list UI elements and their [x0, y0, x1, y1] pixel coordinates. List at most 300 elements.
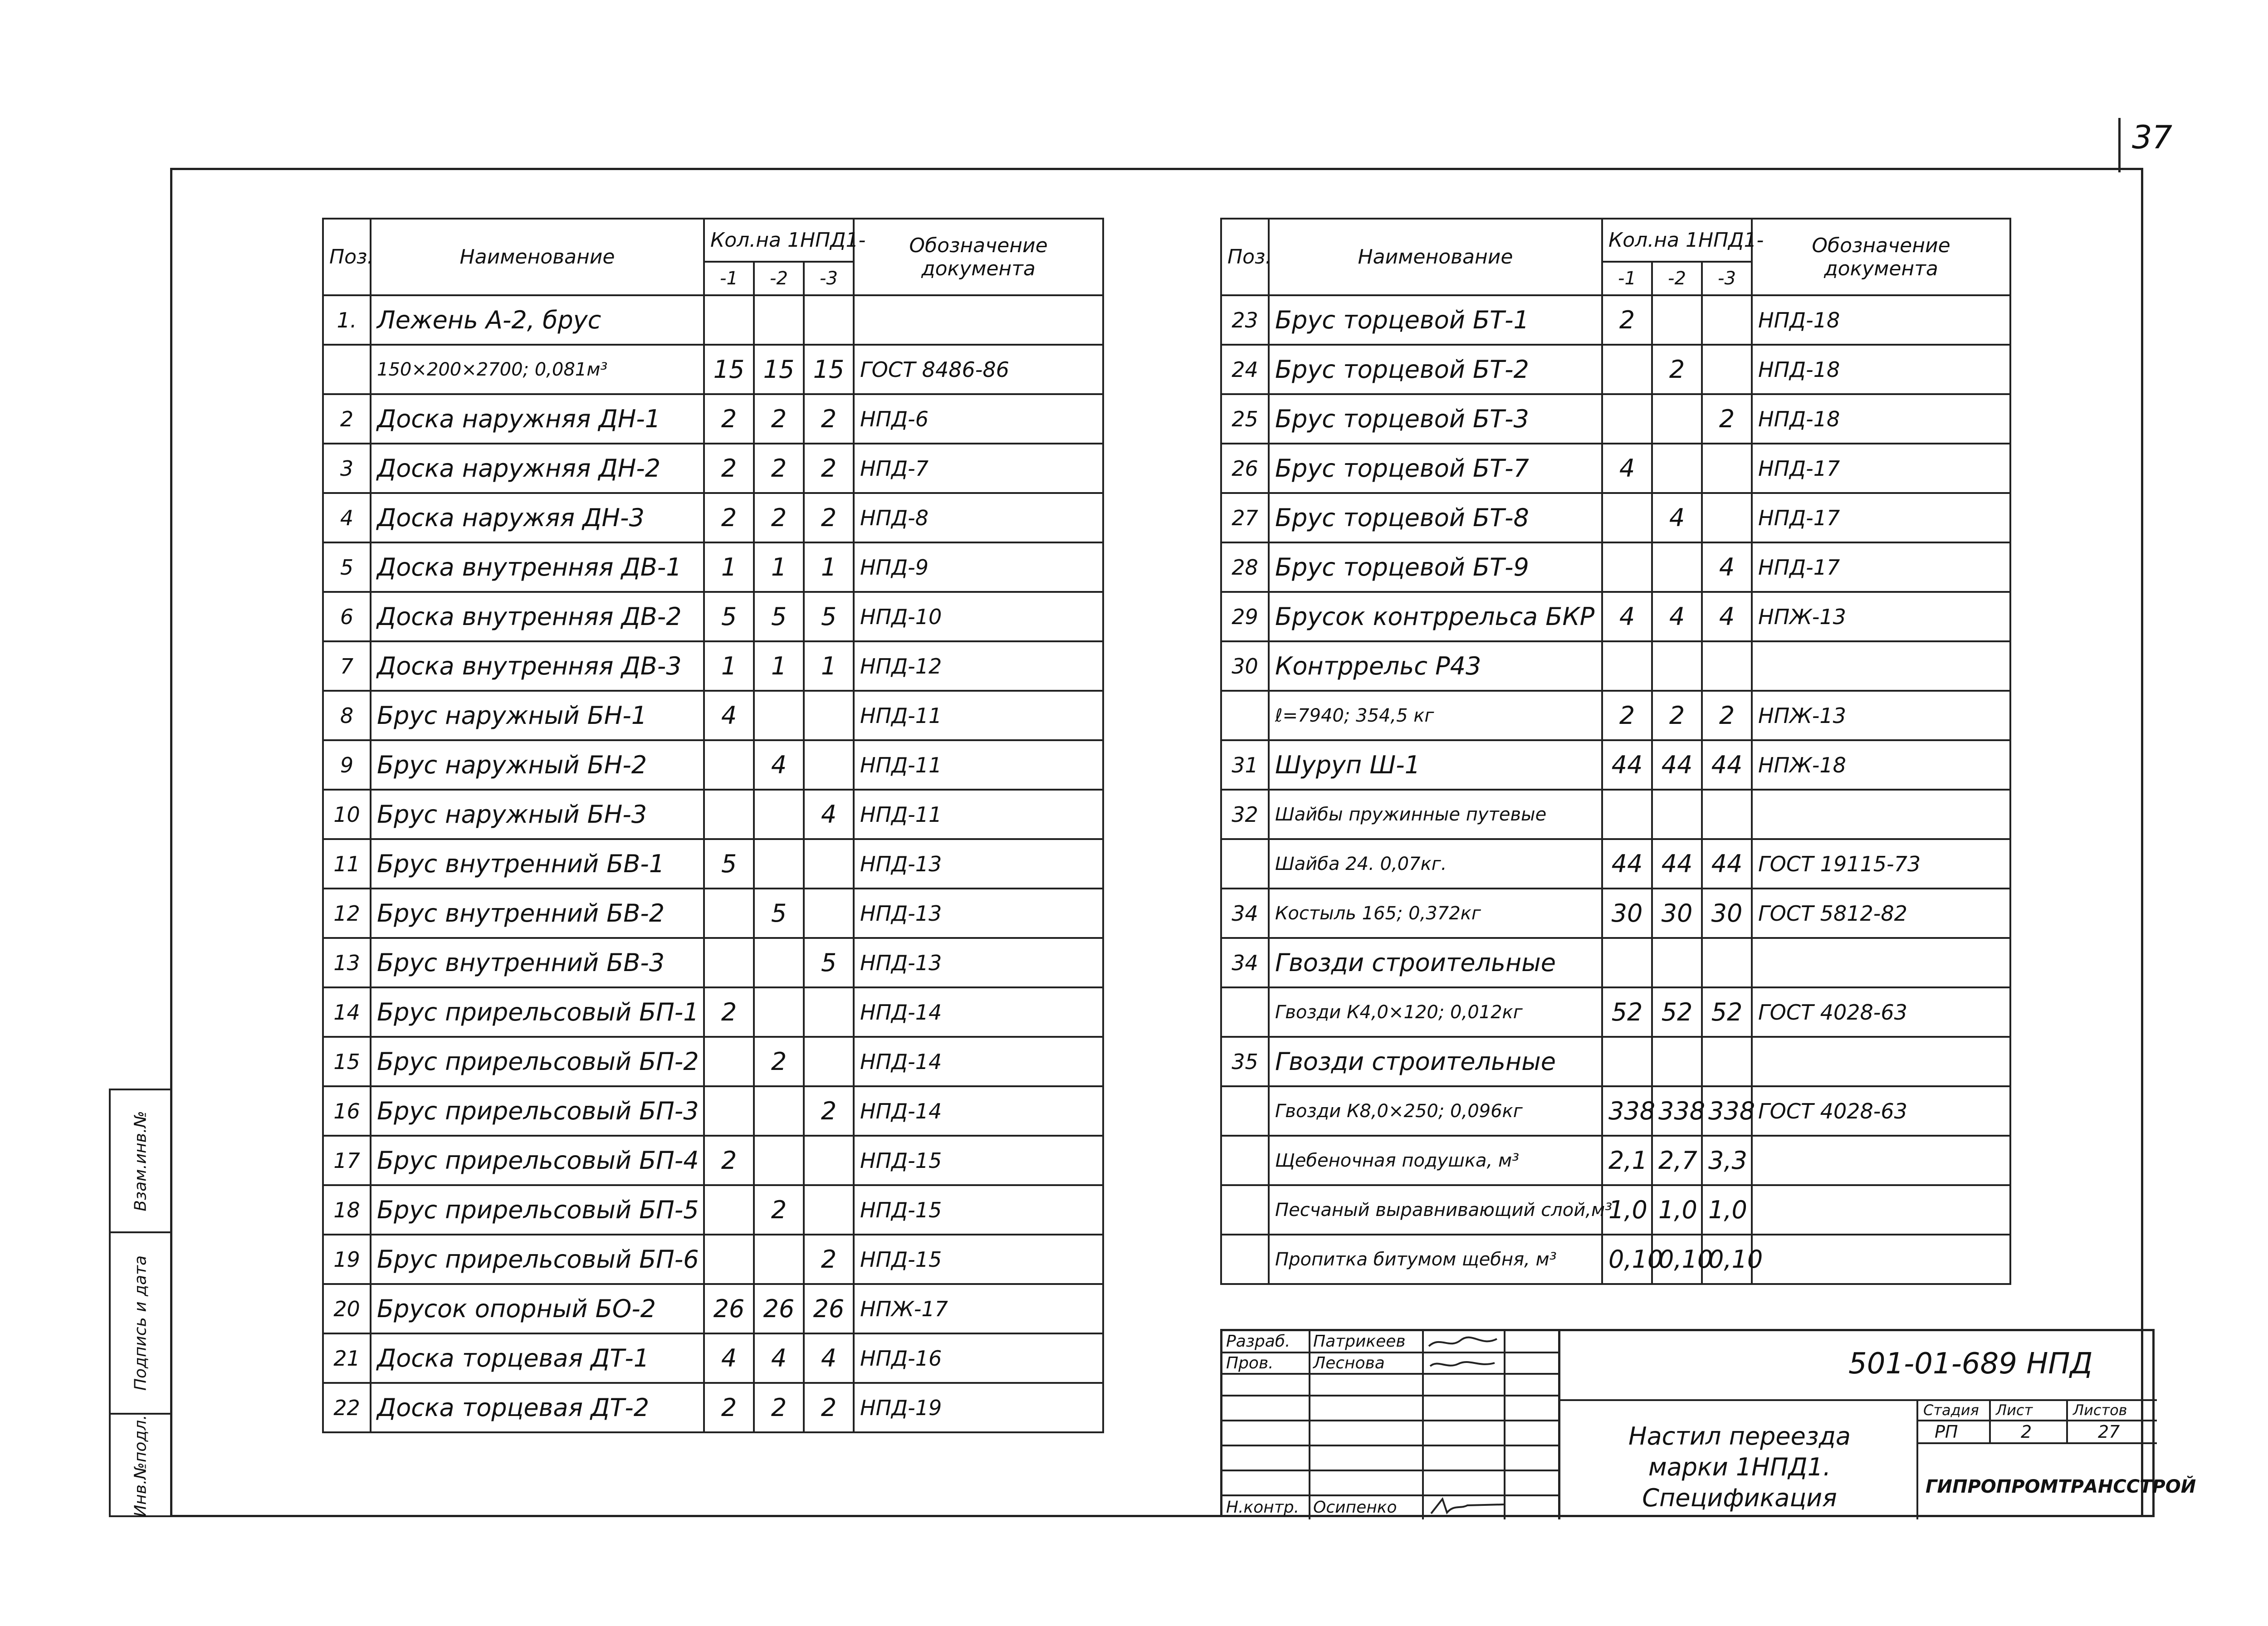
row-document	[1752, 641, 2010, 691]
row-qty-3: 2	[1702, 691, 1752, 740]
row-qty-2	[754, 1086, 804, 1136]
table-row	[1221, 889, 2010, 938]
table-row	[323, 394, 1103, 444]
row-qty-2: 1	[754, 641, 804, 691]
row-qty-1	[704, 1235, 754, 1284]
row-qty-1: 1	[704, 641, 754, 691]
row-qty-2: 2	[1652, 691, 1702, 740]
row-document: НПД-11	[854, 691, 1103, 740]
row-name: Гвозди К8,0×250; 0,096кг	[1269, 1086, 1602, 1136]
header-sub: -1	[704, 262, 754, 295]
row-document: НПД-13	[854, 938, 1103, 987]
row-qty-1: 2	[1602, 295, 1652, 345]
row-qty-2: 0,10	[1652, 1235, 1702, 1284]
row-qty-2: 4	[754, 740, 804, 790]
title-line: Спецификация	[1642, 1484, 1837, 1512]
row-document	[854, 295, 1103, 345]
row-qty-3: 5	[804, 938, 854, 987]
table-row	[323, 542, 1103, 592]
row-qty-1: 2	[704, 493, 754, 542]
row-document	[1752, 1235, 2010, 1284]
row-position: 28	[1221, 542, 1269, 592]
role-checker: Пров.	[1226, 1354, 1274, 1372]
row-name: Гвозди строительные	[1269, 938, 1602, 987]
row-document: ГОСТ 19115-73	[1752, 839, 2010, 889]
row-position: 27	[1221, 493, 1269, 542]
row-qty-1	[1602, 394, 1652, 444]
row-document: НПД-7	[854, 444, 1103, 493]
row-document: НПД-13	[854, 889, 1103, 938]
row-qty-2: 338	[1652, 1086, 1702, 1136]
table-row	[1221, 295, 2010, 345]
row-position: 3	[323, 444, 371, 493]
row-qty-3	[804, 987, 854, 1037]
table-row	[323, 444, 1103, 493]
row-position: 10	[323, 790, 371, 839]
row-qty-3: 4	[1702, 542, 1752, 592]
specification-table-left	[322, 218, 1104, 1433]
table-row	[1221, 1185, 2010, 1235]
row-document: НПД-14	[854, 987, 1103, 1037]
row-qty-1: 2	[704, 1136, 754, 1185]
row-qty-1	[1602, 542, 1652, 592]
row-name: Шайбы пружинные путевые	[1269, 790, 1602, 839]
row-qty-1: 4	[1602, 444, 1652, 493]
table-row	[1221, 641, 2010, 691]
table-row	[1221, 790, 2010, 839]
row-name: Брус наружный БН-3	[371, 790, 704, 839]
row-document: НПД-11	[854, 790, 1103, 839]
row-position: 26	[1221, 444, 1269, 493]
row-document	[1752, 938, 2010, 987]
row-qty-2: 44	[1652, 740, 1702, 790]
row-document: НПД-18	[1752, 345, 2010, 394]
row-qty-3	[1702, 641, 1752, 691]
row-qty-3	[804, 1185, 854, 1235]
row-qty-2	[1652, 1037, 1702, 1086]
row-name: Брус внутренний БВ-2	[371, 889, 704, 938]
table-row	[323, 641, 1103, 691]
row-document: НПЖ-13	[1752, 691, 2010, 740]
row-position: 20	[323, 1284, 371, 1333]
table-row	[323, 1235, 1103, 1284]
row-qty-3	[1702, 444, 1752, 493]
row-qty-3: 1	[804, 641, 854, 691]
row-qty-2	[754, 1136, 804, 1185]
row-position: 7	[323, 641, 371, 691]
row-qty-3	[1702, 295, 1752, 345]
row-name: Брусок контррельса БКР	[1269, 592, 1602, 641]
row-qty-3: 2	[1702, 394, 1752, 444]
row-name: Гвозди строительные	[1269, 1037, 1602, 1086]
row-qty-1	[704, 938, 754, 987]
row-position: 24	[1221, 345, 1269, 394]
margin-cell	[111, 1415, 170, 1517]
row-qty-3: 338	[1702, 1086, 1752, 1136]
sheet-number: 37	[2132, 119, 2173, 156]
row-document: НПД-15	[854, 1235, 1103, 1284]
row-name: Брус внутренний БВ-1	[371, 839, 704, 889]
title-line: марки 1НПД1.	[1648, 1453, 1831, 1481]
row-qty-1	[1602, 790, 1652, 839]
row-document: НПЖ-18	[1752, 740, 2010, 790]
row-qty-1	[1602, 493, 1652, 542]
document-code: 501-01-689 НПД	[1848, 1347, 2093, 1381]
table-row	[1221, 691, 2010, 740]
row-position: 2	[323, 394, 371, 444]
table-row	[1221, 938, 2010, 987]
row-document: НПД-16	[854, 1333, 1103, 1383]
row-document: НПД-14	[854, 1086, 1103, 1136]
margin-label: Инв.№подл.	[131, 1414, 150, 1517]
row-qty-1: 0,10	[1602, 1235, 1652, 1284]
role-norm-control: Н.контр.	[1226, 1498, 1300, 1517]
row-qty-2	[1652, 295, 1702, 345]
row-position: 31	[1221, 740, 1269, 790]
row-document: НПД-17	[1752, 542, 2010, 592]
row-name: Брус наружный БН-1	[371, 691, 704, 740]
row-name: Доска наружяя ДН-3	[371, 493, 704, 542]
row-name: Песчаный выравнивающий слой,м³	[1269, 1185, 1602, 1235]
row-document: НПД-11	[854, 740, 1103, 790]
row-document: НПД-17	[1752, 444, 2010, 493]
row-qty-2	[754, 987, 804, 1037]
row-qty-1: 5	[704, 839, 754, 889]
row-name: Брус наружный БН-2	[371, 740, 704, 790]
row-name: Брус прирельсовый БП-2	[371, 1037, 704, 1086]
table-row	[1221, 740, 2010, 790]
table-row	[1221, 1136, 2010, 1185]
row-qty-1	[704, 1185, 754, 1235]
row-position: 34	[1221, 938, 1269, 987]
row-position: 1.	[323, 295, 371, 345]
row-qty-2	[754, 295, 804, 345]
row-position: 4	[323, 493, 371, 542]
header-sub: -3	[1702, 262, 1752, 295]
row-position: 18	[323, 1185, 371, 1235]
row-name: Брус прирельсовый БП-1	[371, 987, 704, 1037]
header-qty: Кол.на 1НПД1-	[704, 219, 854, 262]
row-document	[1752, 1136, 2010, 1185]
table-row	[1221, 1086, 2010, 1136]
signature-norm-control	[1427, 1495, 1508, 1518]
row-position: 11	[323, 839, 371, 889]
row-document: НПД-12	[854, 641, 1103, 691]
table-row	[1221, 1235, 2010, 1284]
row-position: 17	[323, 1136, 371, 1185]
row-document: НПД-10	[854, 592, 1103, 641]
row-qty-1: 4	[704, 691, 754, 740]
row-qty-1	[1602, 1037, 1652, 1086]
row-position	[323, 345, 371, 394]
row-name: Брус торцевой БТ-9	[1269, 542, 1602, 592]
row-document: НПД-14	[854, 1037, 1103, 1086]
row-qty-1: 30	[1602, 889, 1652, 938]
row-position: 19	[323, 1235, 371, 1284]
row-document: ГОСТ 8486-86	[854, 345, 1103, 394]
row-qty-2: 1	[754, 542, 804, 592]
row-name: Шайба 24. 0,07кг.	[1269, 839, 1602, 889]
row-qty-2: 1,0	[1652, 1185, 1702, 1235]
row-qty-3: 4	[1702, 592, 1752, 641]
row-position: 5	[323, 542, 371, 592]
table-row	[1221, 592, 2010, 641]
row-qty-1	[704, 790, 754, 839]
margin-cell	[111, 1090, 170, 1233]
row-qty-3	[1702, 1037, 1752, 1086]
row-qty-1: 2	[704, 394, 754, 444]
row-name: Доска наружняя ДН-1	[371, 394, 704, 444]
header-qty: Кол.на 1НПД1-	[1602, 219, 1752, 262]
table-row	[323, 1086, 1103, 1136]
row-document	[1752, 790, 2010, 839]
row-position: 35	[1221, 1037, 1269, 1086]
row-qty-3: 2	[804, 394, 854, 444]
table-row	[323, 1333, 1103, 1383]
row-qty-2	[1652, 542, 1702, 592]
row-qty-2	[1652, 641, 1702, 691]
row-name: Гвозди К4,0×120; 0,012кг	[1269, 987, 1602, 1037]
row-qty-1: 26	[704, 1284, 754, 1333]
table-row	[1221, 493, 2010, 542]
signature-checker	[1427, 1355, 1499, 1373]
row-name: Доска внутренняя ДВ-2	[371, 592, 704, 641]
row-qty-1: 15	[704, 345, 754, 394]
row-position: 13	[323, 938, 371, 987]
table-row	[1221, 444, 2010, 493]
row-qty-3	[804, 295, 854, 345]
row-qty-3	[1702, 790, 1752, 839]
row-qty-3: 2	[804, 493, 854, 542]
row-document: НПД-17	[1752, 493, 2010, 542]
row-qty-3: 0,10	[1702, 1235, 1752, 1284]
row-qty-3	[804, 740, 854, 790]
row-qty-2: 4	[754, 1333, 804, 1383]
row-document: НПЖ-13	[1752, 592, 2010, 641]
row-document: НПД-13	[854, 839, 1103, 889]
row-qty-1: 4	[1602, 592, 1652, 641]
row-qty-2: 30	[1652, 889, 1702, 938]
row-qty-2	[1652, 394, 1702, 444]
row-name: Доска внутренняя ДВ-3	[371, 641, 704, 691]
row-qty-1: 2	[1602, 691, 1652, 740]
margin-strip	[109, 1089, 170, 1517]
row-qty-2: 2,7	[1652, 1136, 1702, 1185]
row-qty-2: 2	[754, 493, 804, 542]
row-qty-2: 2	[754, 444, 804, 493]
stage-label: Стадия	[1923, 1401, 1979, 1419]
row-position	[1221, 1235, 1269, 1284]
frame-tick	[2118, 118, 2121, 172]
row-qty-1	[1602, 938, 1652, 987]
row-qty-2	[1652, 790, 1702, 839]
row-document: НПД-6	[854, 394, 1103, 444]
row-name: 150×200×2700; 0,081м³	[371, 345, 704, 394]
row-qty-1: 4	[704, 1333, 754, 1383]
row-qty-3	[1702, 493, 1752, 542]
row-qty-1	[1602, 641, 1652, 691]
table-row	[1221, 1037, 2010, 1086]
row-document: ГОСТ 4028-63	[1752, 1086, 2010, 1136]
sheets-value: 27	[2098, 1422, 2120, 1442]
row-name: Брус внутренний БВ-3	[371, 938, 704, 987]
row-qty-1	[1602, 345, 1652, 394]
table-row	[1221, 345, 2010, 394]
table-row	[323, 740, 1103, 790]
row-qty-3: 30	[1702, 889, 1752, 938]
header-doc: Обозначение документа	[854, 219, 1103, 295]
table-row	[323, 691, 1103, 740]
row-name: Лежень А-2, брус	[371, 295, 704, 345]
table-row	[323, 839, 1103, 889]
row-position: 25	[1221, 394, 1269, 444]
row-qty-2: 2	[754, 1037, 804, 1086]
table-row	[323, 790, 1103, 839]
row-document: НПД-19	[854, 1383, 1103, 1432]
table-row	[323, 987, 1103, 1037]
row-qty-1	[704, 889, 754, 938]
row-name: Щебеночная подушка, м³	[1269, 1136, 1602, 1185]
table-row	[323, 1185, 1103, 1235]
row-name: Брус прирельсовый БП-5	[371, 1185, 704, 1235]
row-qty-1	[704, 295, 754, 345]
header-pos: Поз.	[1221, 219, 1269, 295]
row-qty-1: 5	[704, 592, 754, 641]
table-row	[1221, 987, 2010, 1037]
row-position	[1221, 987, 1269, 1037]
row-position	[1221, 839, 1269, 889]
header-sub: -2	[1652, 262, 1702, 295]
row-qty-3: 44	[1702, 740, 1752, 790]
row-position: 23	[1221, 295, 1269, 345]
row-position	[1221, 1185, 1269, 1235]
header-pos: Поз.	[323, 219, 371, 295]
table-row	[323, 493, 1103, 542]
row-name: Брус торцевой БТ-2	[1269, 345, 1602, 394]
row-name: Доска торцевая ДТ-2	[371, 1383, 704, 1432]
row-document	[1752, 1037, 2010, 1086]
row-qty-2: 2	[754, 394, 804, 444]
row-qty-2: 4	[1652, 493, 1702, 542]
table-row	[323, 1037, 1103, 1086]
header-sub: -3	[804, 262, 854, 295]
header-name: Наименование	[1269, 219, 1602, 295]
table-row	[323, 1136, 1103, 1185]
row-name: Доска торцевая ДТ-1	[371, 1333, 704, 1383]
row-position: 29	[1221, 592, 1269, 641]
sheets-label: Листов	[2073, 1401, 2127, 1419]
table-row	[323, 1284, 1103, 1333]
row-qty-1: 2,1	[1602, 1136, 1652, 1185]
specification-table-right	[1220, 218, 2011, 1285]
title-block	[1220, 1329, 2196, 1517]
row-document	[1752, 1185, 2010, 1235]
row-qty-2	[754, 938, 804, 987]
row-qty-2	[1652, 444, 1702, 493]
row-position: 32	[1221, 790, 1269, 839]
table-row	[323, 938, 1103, 987]
row-qty-3: 2	[804, 444, 854, 493]
row-qty-1: 338	[1602, 1086, 1652, 1136]
row-qty-3: 3,3	[1702, 1136, 1752, 1185]
row-name: Брус торцевой БТ-7	[1269, 444, 1602, 493]
row-qty-2: 52	[1652, 987, 1702, 1037]
row-qty-3: 2	[804, 1383, 854, 1432]
row-name: Контррельс Р43	[1269, 641, 1602, 691]
row-position: 34	[1221, 889, 1269, 938]
row-name: Шуруп Ш-1	[1269, 740, 1602, 790]
person-checker: Леснова	[1313, 1354, 1385, 1372]
row-qty-2: 15	[754, 345, 804, 394]
row-document: НПД-18	[1752, 394, 2010, 444]
table-row	[1221, 542, 2010, 592]
row-position: 9	[323, 740, 371, 790]
table-row	[1221, 394, 2010, 444]
table-row	[323, 1383, 1103, 1432]
row-qty-1	[704, 740, 754, 790]
row-qty-2: 5	[754, 592, 804, 641]
row-position: 30	[1221, 641, 1269, 691]
header-sub: -2	[754, 262, 804, 295]
row-qty-3	[804, 1136, 854, 1185]
row-qty-2: 26	[754, 1284, 804, 1333]
row-qty-2	[754, 691, 804, 740]
margin-label: Взам.инв.№	[131, 1110, 150, 1211]
row-document: НПД-9	[854, 542, 1103, 592]
row-document: НПЖ-17	[854, 1284, 1103, 1333]
header-doc: Обозначение документа	[1752, 219, 2010, 295]
row-qty-2	[754, 1235, 804, 1284]
row-qty-3: 4	[804, 1333, 854, 1383]
row-position	[1221, 1136, 1269, 1185]
row-qty-2: 5	[754, 889, 804, 938]
row-name: Брус прирельсовый БП-3	[371, 1086, 704, 1136]
table-row	[323, 345, 1103, 394]
row-qty-3	[804, 1037, 854, 1086]
title-line: Настил переезда	[1628, 1422, 1851, 1450]
row-qty-1: 2	[704, 1383, 754, 1432]
row-qty-2: 2	[754, 1383, 804, 1432]
stage-value: РП	[1935, 1422, 1958, 1442]
role-developer: Разраб.	[1226, 1332, 1290, 1351]
row-name: Брус прирельсовый БП-6	[371, 1235, 704, 1284]
row-document: НПД-15	[854, 1185, 1103, 1235]
row-qty-3: 2	[804, 1235, 854, 1284]
row-name: Доска внутренняя ДВ-1	[371, 542, 704, 592]
sheet-value: 2	[2021, 1422, 2032, 1442]
row-qty-2	[754, 790, 804, 839]
table-row	[323, 889, 1103, 938]
row-position: 12	[323, 889, 371, 938]
row-qty-3: 4	[804, 790, 854, 839]
table-row	[1221, 839, 2010, 889]
row-qty-3: 52	[1702, 987, 1752, 1037]
row-qty-1: 44	[1602, 740, 1652, 790]
row-qty-3: 26	[804, 1284, 854, 1333]
row-qty-3	[804, 839, 854, 889]
row-qty-1: 2	[704, 444, 754, 493]
sheet-label: Лист	[1996, 1401, 2033, 1419]
row-qty-1: 44	[1602, 839, 1652, 889]
row-qty-3: 1	[804, 542, 854, 592]
table-row	[323, 295, 1103, 345]
row-qty-1: 52	[1602, 987, 1652, 1037]
row-name: Брус торцевой БТ-8	[1269, 493, 1602, 542]
row-document: НПД-8	[854, 493, 1103, 542]
row-document: ГОСТ 5812-82	[1752, 889, 2010, 938]
row-position: 22	[323, 1383, 371, 1432]
row-qty-1	[704, 1037, 754, 1086]
